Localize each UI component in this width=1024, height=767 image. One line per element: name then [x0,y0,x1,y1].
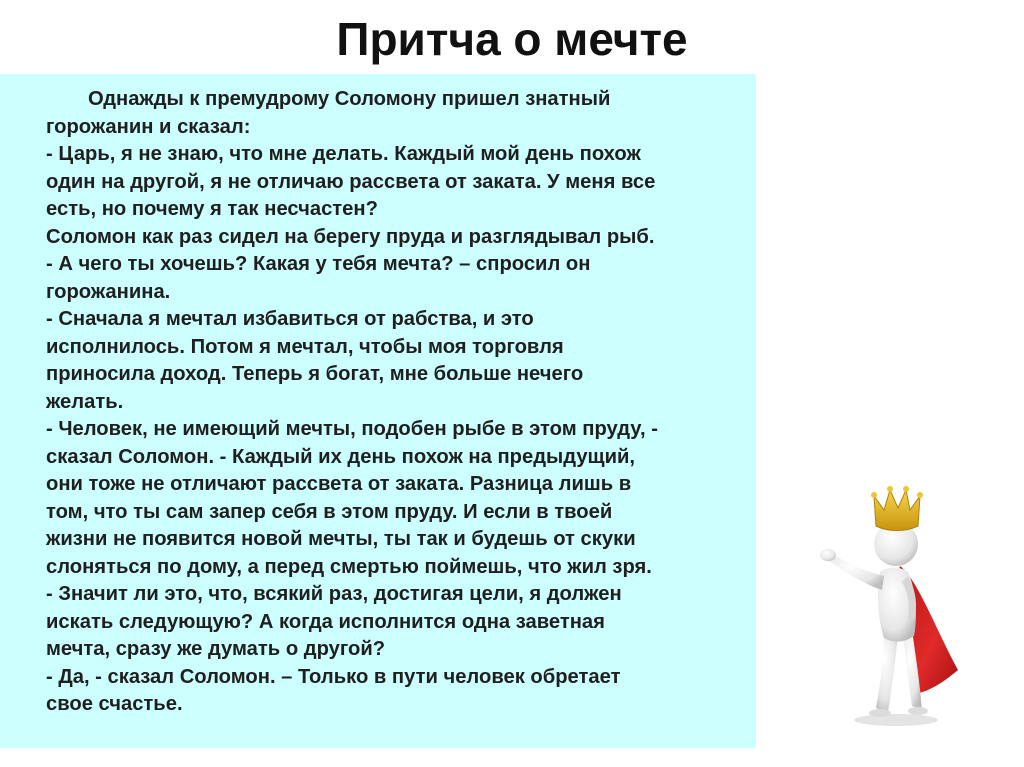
ground-shadow [854,714,938,726]
text-line: - Сначала я мечтал избавиться от рабства, и это [46,308,534,330]
text-line: - Человек, не имеющий мечты, подобен рыбе в этом пруду, - [46,418,658,440]
figure-leg-front [876,630,898,712]
gold-crown [874,490,920,531]
text-line: один на другой, я не отличаю рассвета от заката. У меня все [46,170,656,193]
king-figure-illustration [818,480,968,730]
text-line: исполнилось. Потом я мечтал, чтобы моя торговля [46,335,564,358]
parable-text-box [0,74,756,748]
parable-text [46,86,746,719]
text-line: они тоже не отличают рассвета от заката. Разница лишь в [46,473,632,495]
text-line: - Значит ли это, что, всякий раз, достигая цели, я должен [46,583,622,605]
text-line: мечта, сразу же думать о другой? [46,638,386,660]
text-line: том, что ты сам запер себя в этом пруду. И если в твоей [46,500,613,523]
text-line: - Царь, я не знаю, что мне делать. Каждый мой день похож [46,143,641,165]
text-line: Соломон как раз сидел на берегу пруда и разглядывал рыб. [46,225,655,248]
text-line: приносила доход. Теперь я богат, мне больше нечего [46,363,584,385]
text-line: желать. [46,390,124,413]
text-line: свое счастье. [46,693,183,715]
text-line: жизни не появится новой мечты, ты так и будешь от скуки [46,528,636,550]
text-line: искать следующую? А когда исполнится одна заветная [46,610,605,633]
text-line: Однажды к премудрому Соломону пришел знатный [88,88,611,110]
figure-pointing-arm [828,554,884,590]
text-line: есть, но почему я так несчастен? [46,198,378,220]
text-line: горожанин и сказал: [46,115,251,138]
figure-hand [820,549,836,561]
text-line: горожанина. [46,280,171,303]
text-line: - А чего ты хочешь? Какая у тебя мечта? – спросил он [46,253,591,275]
text-line: сказал Соломон. - Каждый их день похож на предыдущий, [46,445,636,468]
text-line: слоняться по дому, а перед смертью поймешь, что жил зря. [46,555,652,578]
slide-title: Притча о мечте [336,13,688,65]
text-line: - Да, - сказал Соломон. – Только в пути человек обретает [46,665,621,688]
